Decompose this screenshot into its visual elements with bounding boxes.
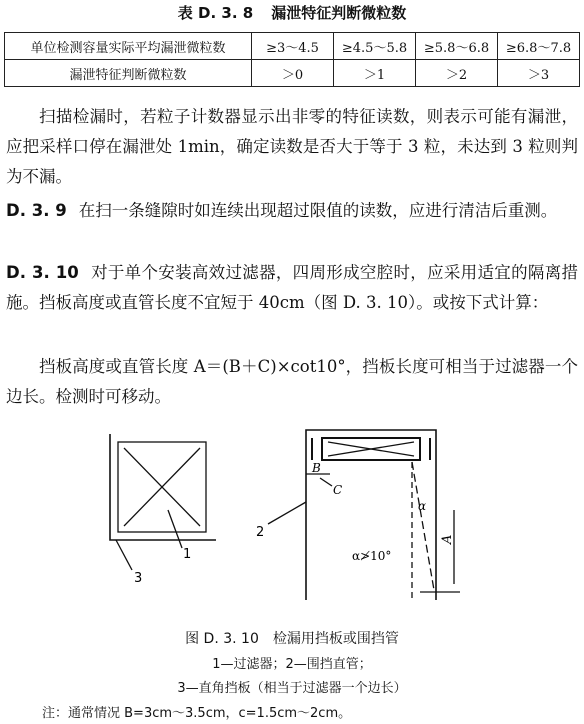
right-filter-drawing	[268, 430, 460, 600]
label-2: 2	[256, 525, 265, 540]
leader-line-1	[168, 510, 182, 548]
clause-text: 对于单个安装高效过滤器，四周形成空腔时，应采用适宜的隔离措施。挡板高度或直管长度不宜短于 40cm（图 D. 3. 10）。或按下式计算：	[6, 263, 578, 312]
label-1: 1	[183, 547, 192, 562]
clause-text: 在扫一条缝隙时如连续出现超过限值的读数，应进行清洁后重测。	[78, 201, 558, 220]
leader-line-2	[268, 502, 306, 524]
table-cell: ＞0	[252, 60, 334, 87]
figure-caption-title: 图 D. 3. 10 检漏用挡板或围挡管	[185, 631, 399, 647]
table-cell: ≥4.5～5.8	[334, 33, 416, 60]
left-filter-drawing	[110, 434, 216, 570]
table-cell: ＞2	[416, 60, 498, 87]
table-number: 表 D. 3. 8	[177, 4, 254, 22]
table-cell: ≥5.8～6.8	[416, 33, 498, 60]
figure-d310	[0, 420, 584, 630]
paragraph-d310	[6, 258, 578, 318]
label-C: C	[333, 483, 343, 497]
table-caption: 漏泄特征判断微粒数	[271, 4, 407, 22]
label-A: A	[440, 534, 455, 544]
leader-line-C	[320, 478, 332, 486]
figure-legend-line-2: 3—直角挡板（相当于过滤器一个边长）	[177, 681, 407, 696]
table-cell: ＞3	[498, 60, 580, 87]
label-alpha: α	[418, 499, 427, 513]
paragraph-d39	[6, 196, 578, 226]
leak-particle-table	[4, 32, 580, 87]
baffle-diagram	[0, 420, 584, 630]
paragraph-formula: 挡板高度或直管长度 A＝(B＋C)×cot10°，挡板长度可相当于过滤器一个边长。检测时可移动。	[6, 357, 578, 406]
table-cell: ≥6.8～7.8	[498, 33, 580, 60]
figure-legend-line-1: 1—过滤器；2—围挡直管；	[212, 657, 372, 672]
enclosing-tube	[306, 430, 436, 600]
table-cell: ≥3～4.5	[252, 33, 334, 60]
clause-number: D. 3. 10	[6, 263, 79, 282]
label-B: B	[312, 461, 321, 475]
table-cell: ＞1	[334, 60, 416, 87]
leader-line-3	[116, 540, 132, 570]
angled-dashed-line	[412, 462, 434, 590]
clause-number: D. 3. 9	[6, 201, 67, 220]
row-header-judgement: 漏泄特征判断微粒数	[5, 60, 252, 87]
table-title	[0, 2, 584, 23]
table-row	[5, 33, 580, 60]
row-header-measured: 单位检测容量实际平均漏泄微粒数	[5, 33, 252, 60]
paragraph-scan-leak: 扫描检漏时，若粒子计数器显示出非零的特征读数，则表示可能有漏泄，应把采样口停在漏泄处 1min，确定读数是否大于等于 3 粒，未达到 3 粒则判为不漏。	[6, 107, 578, 186]
label-3: 3	[134, 571, 143, 586]
table-row	[5, 60, 580, 87]
label-angle-limit: α≯10°	[352, 549, 392, 563]
figure-note: 注：通常情况 B=3cm～3.5cm，c=1.5cm～2cm。	[42, 706, 352, 721]
